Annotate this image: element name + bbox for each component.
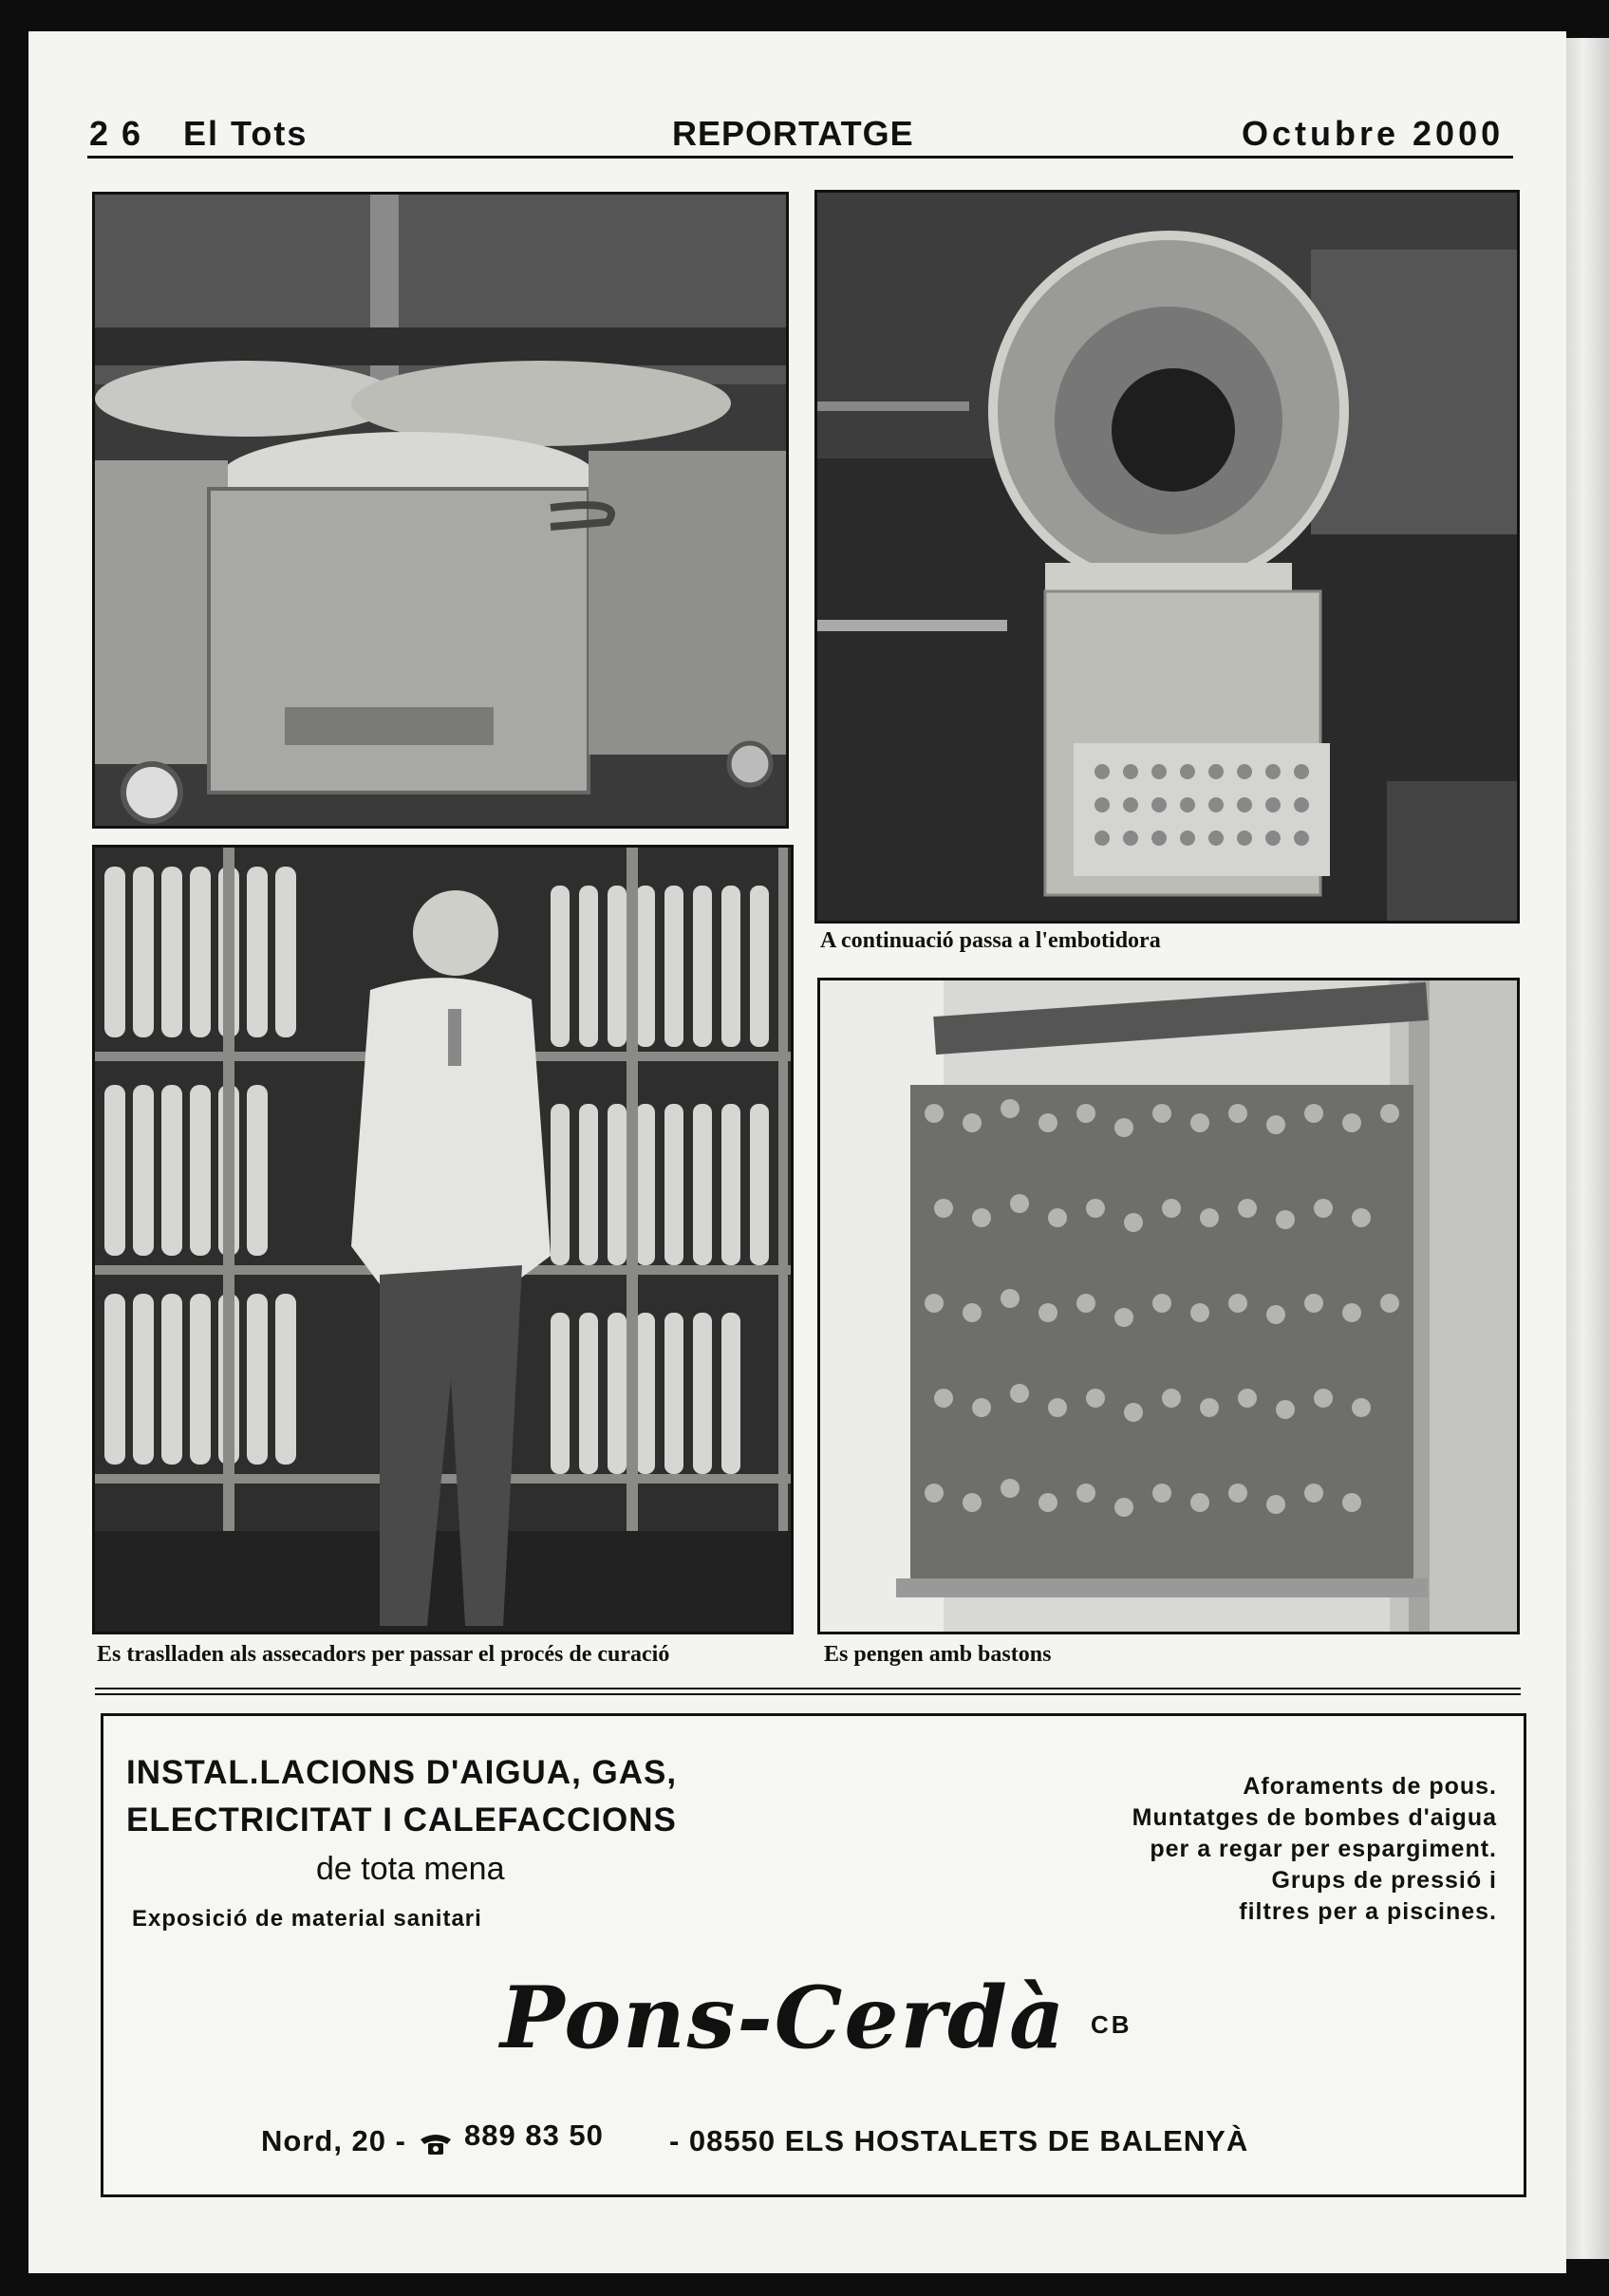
ad-service-4: Grups de pressió i xyxy=(1271,1867,1497,1894)
photo-stuffing-machine xyxy=(814,190,1520,924)
page-number: 2 6 xyxy=(89,114,143,153)
ad-showroom: Exposició de material sanitari xyxy=(132,1906,482,1932)
ad-phone: 889 83 50 xyxy=(464,2119,604,2152)
issue-date: Octubre 2000 xyxy=(1242,114,1505,153)
header-rule xyxy=(87,156,1513,159)
separator-rule-top xyxy=(95,1688,1521,1689)
ad-headline-2: ELECTRICITAT I CALEFACCIONS xyxy=(126,1801,677,1839)
caption-drying-room: Es traslladen als assecadors per passar el procés de curació xyxy=(97,1642,670,1667)
caption-stuffing-machine: A continuació passa a l'embotidora xyxy=(820,928,1161,953)
ad-headline-1: INSTAL.LACIONS D'AIGUA, GAS, xyxy=(126,1754,678,1791)
photo-meat-tubs xyxy=(92,192,789,829)
telephone-icon xyxy=(417,2132,455,2156)
ad-postal-address: - 08550 ELS HOSTALETS DE BALENYÀ xyxy=(669,2124,1249,2157)
ad-service-2: Muntatges de bombes d'aigua xyxy=(1132,1804,1497,1831)
caption-sticks: Es pengen amb bastons xyxy=(824,1642,1052,1667)
next-page-edge xyxy=(1566,38,1609,2259)
publication-name: El Tots xyxy=(183,114,309,153)
ad-service-3: per a regar per espargiment. xyxy=(1150,1836,1497,1862)
separator-rule-bottom xyxy=(95,1693,1521,1695)
ad-subline: de tota mena xyxy=(316,1851,505,1887)
advertisement-pons-cerda xyxy=(101,1713,1526,2197)
ad-service-1: Aforaments de pous. xyxy=(1243,1773,1497,1800)
company-logo: Pons-Cerdà xyxy=(500,1968,1067,2068)
company-logo-suffix: CB xyxy=(1091,2010,1132,2039)
ad-address: Nord, 20 - xyxy=(261,2124,406,2157)
photo-drying-room xyxy=(92,845,794,1634)
section-title: REPORTATGE xyxy=(672,114,914,153)
ad-service-5: filtres per a piscines. xyxy=(1239,1898,1497,1925)
photo-sticks xyxy=(817,978,1520,1634)
